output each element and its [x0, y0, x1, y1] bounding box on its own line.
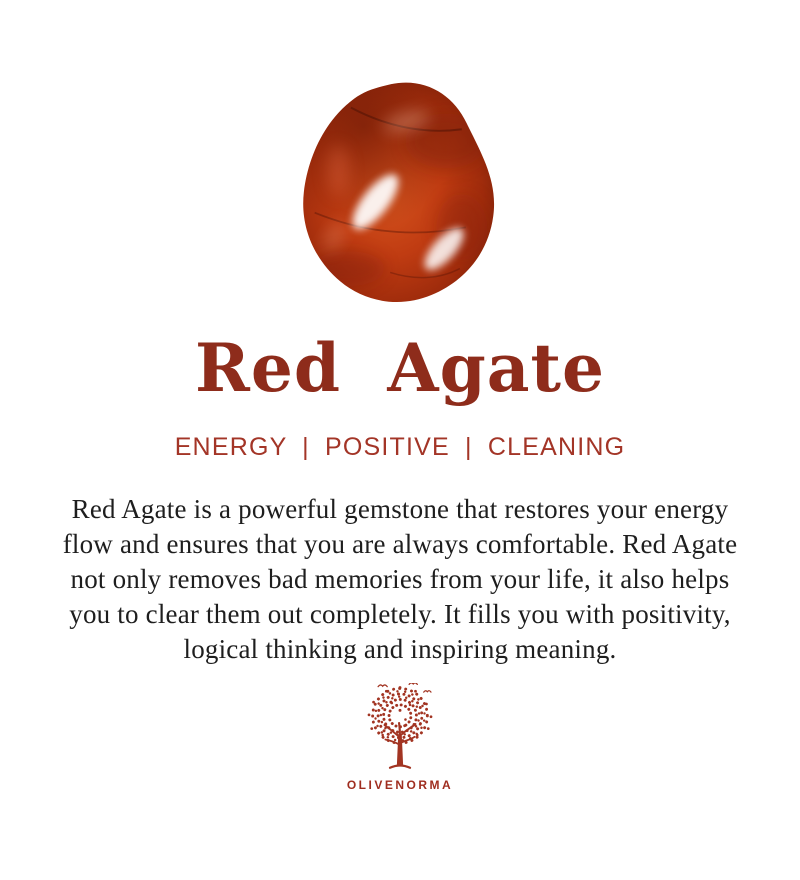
product-infographic-card [0, 80, 800, 880]
description-line-5: logical thinking and inspiring meaning. [183, 634, 617, 664]
description-line-4: you to clear them out completely. It fills you with positivity, [69, 599, 731, 629]
red-agate-stone-image [297, 80, 503, 308]
red-agate-stone-photo [297, 80, 503, 308]
keywords-line: ENERGY | POSITIVE | CLEANING [174, 433, 626, 461]
brand-name: OLIVENORMA [346, 778, 454, 792]
description-line-1: Red Agate is a powerful gemstone that restores your energy [71, 494, 729, 524]
olivenorma-tree-logo-icon [358, 683, 442, 776]
description-line-2: flow and ensures that you are always comfortable. Red Agate [62, 529, 738, 559]
description-line-3: not only removes bad memories from your life, it also helps [70, 564, 730, 594]
brand-logo [0, 683, 800, 793]
description-paragraph [12, 492, 788, 667]
gemstone-title: Red Agate [194, 329, 605, 407]
